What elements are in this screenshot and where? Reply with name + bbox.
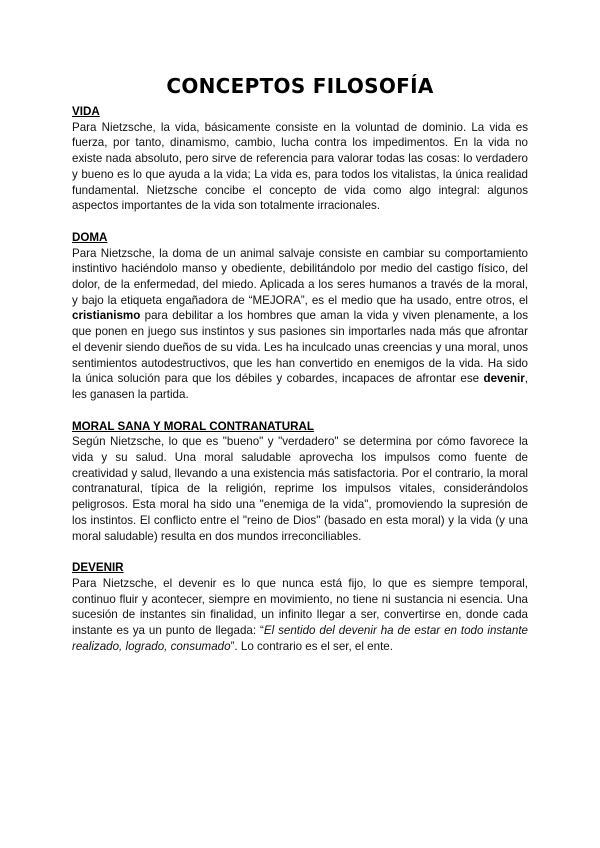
bold-term: cristianismo	[72, 309, 141, 323]
section-vida	[72, 104, 528, 214]
paragraph-text: Según Nietzsche, lo que es "bueno" y "verdadero" se determina por cómo favorece la vida y su salud. Una moral saludable aprovecha los impulsos como fuente de creatividad y salud, llevando a una existencia más satisfactoria. Por el contrario, la moral contranatural, típica de la religión, reprime los impulsos vitales, considerándolos peligrosos. Esta moral ha sido una "enemiga de la vida", promoviendo la supresión de los instintos. El conflicto entre el "reino de Dios" (basado en esta moral) y la vida (y una moral saludable) resulta en dos mundos irreconciliables.	[72, 435, 528, 543]
page-title: CONCEPTOS FILOSOFÍA	[166, 74, 434, 98]
paragraph-text: , les ganasen la partida.	[72, 372, 528, 401]
section-paragraph	[72, 576, 528, 655]
section-devenir	[72, 560, 528, 654]
bold-term: devenir	[483, 372, 525, 386]
section-heading: DOMA	[72, 230, 108, 244]
paragraph-text: Para Nietzsche, el devenir es lo que nunca está fijo, lo que es siempre temporal, continuo fluir y acontecer, siempre en movimiento, no tiene ni sustancia ni esencia. Una sucesión de instantes sin finalidad, un infinito llegar a ser, convertirse en, donde cada instante es ya un punto de llegada: “	[72, 576, 528, 638]
document-body	[72, 104, 528, 671]
section-heading: VIDA	[72, 105, 100, 118]
italic-quote: El sentido del devenir ha de estar en todo instante realizado, logrado, consumado	[72, 624, 528, 653]
section-heading: DEVENIR	[72, 561, 124, 575]
paragraph-text: ”. Lo contrario es el ser, el ente.	[230, 639, 393, 653]
section-heading: MORAL SANA Y MORAL CONTRANATURAL	[72, 419, 314, 433]
paragraph-text: para debilitar a los hombres que aman la vida y viven plenamente, a los que ponen en juego sus instintos y sus pasiones sin importarles nada más que afrontar el devenir siendo dueños de su vida. Les ha inculcado unas creencias y una moral, unos sentimientos autodestructivos, que les han convertido en enemigos de la vida. Ha sido la única solución para que los débiles y cobardes, incapaces de afrontar ese	[72, 309, 528, 386]
section-paragraph	[72, 120, 528, 214]
section-paragraph	[72, 434, 528, 544]
section-moral-sana-y-moral-contranatural	[72, 419, 528, 545]
section-doma	[72, 230, 528, 403]
paragraph-text: Para Nietzsche, la doma de un animal salvaje consiste en cambiar su comportamiento instintivo haciéndolo manso y obediente, debilitándolo por medio del castigo físico, del dolor, de la enfermedad, del miedo. Aplicada a los seres humanos a través de la moral, y bajo la etiqueta engañadora de “MEJORA”, es el medio que ha usado, entre otros, el	[72, 246, 528, 307]
section-paragraph	[72, 246, 528, 403]
paragraph-text: Para Nietzsche, la vida, básicamente consiste en la voluntad de dominio. La vida es fuerza, por tanto, dinamismo, cambio, lucha contra los impedimentos. En la vida no existe nada absoluto, pero sirve de referencia para valorar todas las cosas: lo verdadero y bueno es lo que ayuda a la vida; La vida es, para todos los vitalistas, la única realidad fundamental. Nietzsche concibe el concepto de vida como algo integral: algunos aspectos importantes de la vida son totalmente irracionales.	[72, 120, 528, 213]
